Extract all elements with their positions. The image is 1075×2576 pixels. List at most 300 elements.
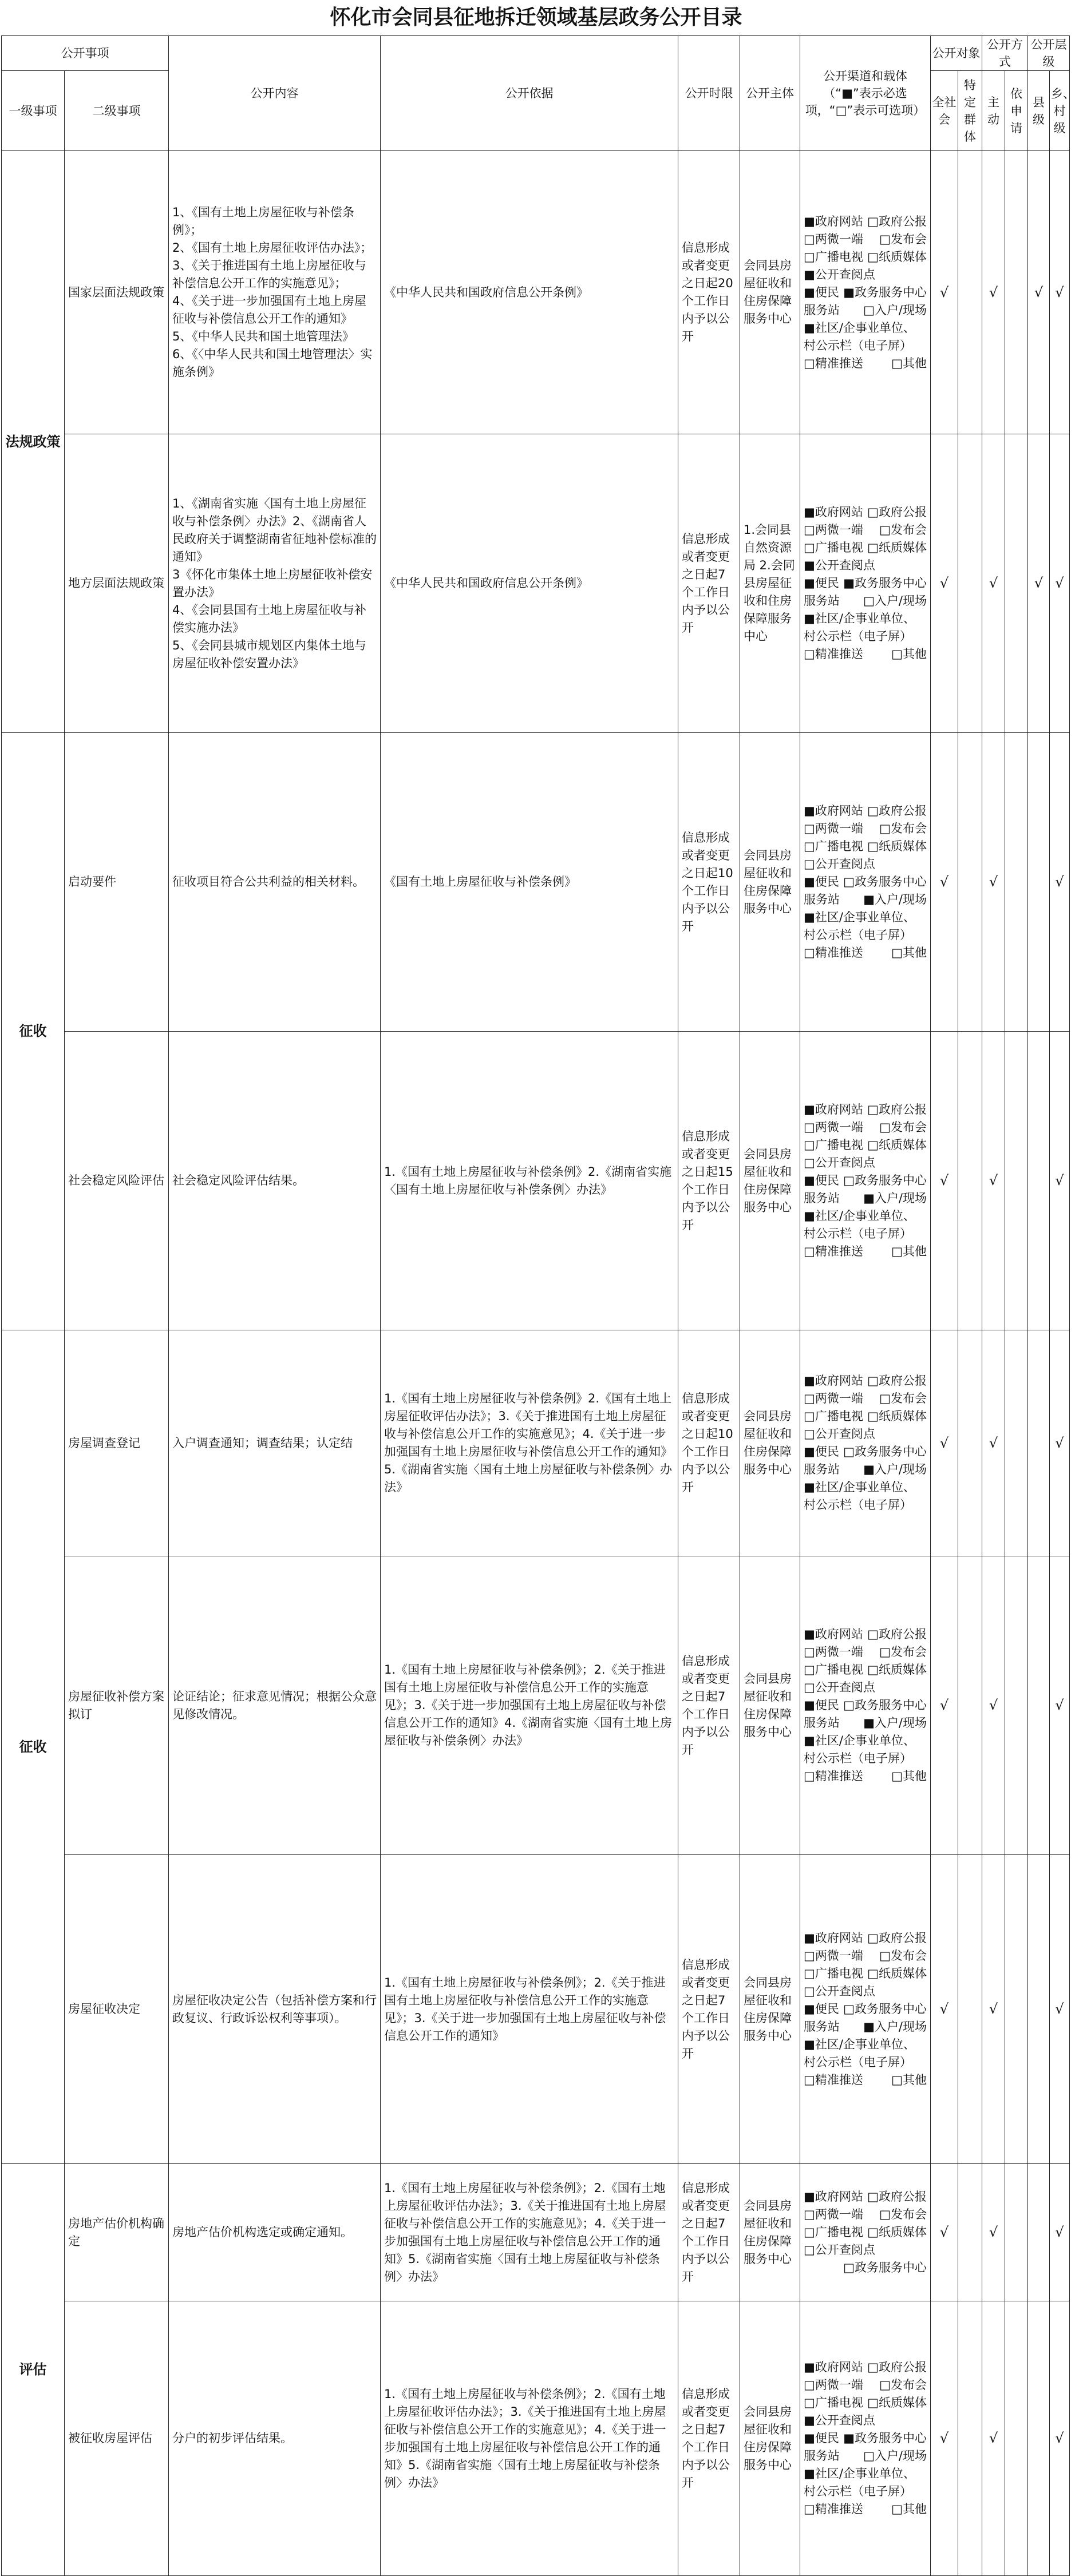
channel-option-label: ■入户/现场 xyxy=(863,1463,927,1476)
basis-cell: 1.《国有土地上房屋征收与补偿条例》2.《国有土地上房屋征收评估办法》；3.《关于推进国有土地上房屋征收与补偿信息公开工作的实施意见》；4.《关于进一步加强国有土地上房屋征收与补偿信息公开工作的通知》5.《湖南省实施〈国有土地上房屋征收与补偿条例〉办法》 xyxy=(381,1330,678,1556)
channel-option-label: □发布会 xyxy=(879,2208,927,2221)
channel-option xyxy=(804,1136,927,1154)
level2-cell: 被征收房屋评估 xyxy=(65,2301,169,2576)
mark-on-request xyxy=(1005,434,1028,733)
mark-town-village: √ xyxy=(1050,151,1070,434)
channel-option-label: □精准推送 xyxy=(804,1245,863,1258)
mark-special-group xyxy=(958,1556,982,1855)
channel-option-label: □政务服务中心 xyxy=(843,1445,927,1459)
table-body xyxy=(2,151,1070,2576)
content-line: 社会稳定风险评估结果。 xyxy=(172,1174,305,1187)
header-channel: 公开渠道和载体（“■”表示必选项，“□”表示可选项） xyxy=(800,36,931,151)
channel-option xyxy=(804,2500,927,2518)
mark-town-village: √ xyxy=(1050,1855,1070,2164)
time-cell: 信息形成或者变更之日起7个工作日内予以公开 xyxy=(678,2301,740,2576)
channel-option xyxy=(804,2224,927,2241)
level1-cell: 评估 xyxy=(2,2164,65,2576)
channel-cell xyxy=(800,1556,931,1855)
channel-option-label: □其他 xyxy=(891,356,927,370)
channel-option-label: ■社区/企事业单位、村公示栏（电子屏） xyxy=(804,2038,915,2069)
table-row xyxy=(2,2164,1070,2301)
channel-option-label: ■政府网站 xyxy=(804,804,863,818)
channel-option xyxy=(804,1983,927,2016)
basis-cell: 《国有土地上房屋征收与补偿条例》 xyxy=(381,733,678,1032)
channel-option-label: □两微一端 xyxy=(804,523,863,537)
channel-option xyxy=(804,1207,927,1243)
mark-town-village: √ xyxy=(1050,2301,1070,2576)
channel-option-label: □纸质媒体 xyxy=(867,1967,927,1980)
channel-option-label: ■公开查阅点 xyxy=(804,558,875,572)
content-line: 房屋征收决定公告（包括补偿方案和行政复议、行政诉讼权利等事项）。 xyxy=(172,1993,377,2025)
level2-cell: 房屋征收补偿方案拟订 xyxy=(65,1556,169,1855)
channel-option xyxy=(804,1372,927,1390)
content-line: 1、《国有土地上房屋征收与补偿条例》； xyxy=(172,205,354,237)
mark-active: √ xyxy=(982,434,1005,733)
header-mode-active: 主动 xyxy=(982,71,1005,151)
channel-option-label: ■社区/企事业单位、村公示栏（电子屏） xyxy=(804,612,915,643)
content-line: 5、《中华人民共和国土地管理法》 xyxy=(172,330,354,343)
content-cell xyxy=(169,2164,381,2301)
table-row xyxy=(2,1855,1070,2164)
header-level-county: 县级 xyxy=(1028,71,1050,151)
mark-active: √ xyxy=(982,1556,1005,1855)
channel-option-label: ■政务服务中心 xyxy=(843,576,927,590)
mark-special-group xyxy=(958,2301,982,2576)
channel-option xyxy=(804,213,927,231)
header-level1: 一级事项 xyxy=(2,71,65,151)
channel-cell xyxy=(800,151,931,434)
channel-option-label: □公开查阅点 xyxy=(804,1681,875,1694)
subject-cell: 会同县房屋征收和住房保障服务中心 xyxy=(740,2164,800,2301)
channel-option xyxy=(804,2071,927,2089)
content-line: 2、《国有土地上房屋征收评估办法》； xyxy=(172,241,373,255)
channel-option-label: □政府公报 xyxy=(867,1103,927,1116)
subject-cell: 会同县房屋征收和住房保障服务中心 xyxy=(740,1032,800,1330)
channel-option xyxy=(804,2359,927,2376)
channel-option xyxy=(804,1390,927,1408)
disclosure-catalog-table xyxy=(1,35,1075,2576)
table-row xyxy=(2,1032,1070,1330)
channel-cell xyxy=(800,1855,931,2164)
mark-on-request xyxy=(1005,733,1028,1032)
channel-option-label: □公开查阅点 xyxy=(804,1156,875,1170)
channel-option-label: ■社区/企事业单位、村公示栏（电子屏） xyxy=(804,1734,915,1765)
mark-special-group xyxy=(958,151,982,434)
content-cell xyxy=(169,151,381,434)
channel-option-label: □两微一端 xyxy=(804,2378,863,2392)
channel-option-label: □两微一端 xyxy=(804,232,863,246)
table-row xyxy=(2,1330,1070,1556)
channel-option-label: ■便民服务站 xyxy=(804,1174,840,1205)
basis-cell: 1.《国有土地上房屋征收与补偿条例》2.《湖南省实施〈国有土地上房屋征收与补偿条例〉办法》 xyxy=(381,1032,678,1330)
channel-option-label: □精准推送 xyxy=(804,2502,863,2516)
level2-cell: 国家层面法规政策 xyxy=(65,151,169,434)
header-obj-special: 特定群体 xyxy=(958,71,982,151)
channel-cell xyxy=(800,733,931,1032)
channel-option-label: □发布会 xyxy=(879,2378,927,2392)
channel-option-label: □政府公报 xyxy=(867,1374,927,1388)
content-line: 4、《会同县国有土地上房屋征收与补偿实施办法》 xyxy=(172,603,366,635)
content-cell xyxy=(169,2301,381,2576)
channel-option-label: □发布会 xyxy=(879,232,927,246)
subject-cell: 会同县房屋征收和住房保障服务中心 xyxy=(740,1330,800,1556)
channel-option xyxy=(804,557,927,590)
channel-option xyxy=(804,2188,927,2206)
header-subject: 公开主体 xyxy=(740,36,800,151)
mark-county: √ xyxy=(1028,434,1050,733)
channel-option-label: □入户/现场 xyxy=(863,2449,927,2463)
channel-option-label: □政府公报 xyxy=(867,505,927,519)
channel-option-label: □广播电视 xyxy=(804,541,863,554)
mark-county xyxy=(1028,2164,1050,2301)
level1-cell: 征收 xyxy=(2,1330,65,2164)
level2-cell: 房屋征收决定 xyxy=(65,1855,169,2164)
channel-option-label: □政务服务中心 xyxy=(843,1698,927,1712)
channel-option-label: □两微一端 xyxy=(804,822,863,835)
table-row xyxy=(2,2301,1070,2576)
channel-option-label: ■社区/企事业单位、村公示栏（电子屏） xyxy=(804,910,915,942)
channel-option-label: ■公开查阅点 xyxy=(804,2413,875,2427)
mark-town-village: √ xyxy=(1050,434,1070,733)
channel-option xyxy=(804,504,927,521)
channel-option-label: □其他 xyxy=(891,2073,927,2087)
mark-active: √ xyxy=(982,1032,1005,1330)
level1-cell: 征收 xyxy=(2,733,65,1330)
channel-option xyxy=(804,266,927,299)
level2-cell: 地方层面法规政策 xyxy=(65,434,169,733)
channel-option-label: □两微一端 xyxy=(804,2208,863,2221)
content-line: 3《怀化市集体土地上房屋征收补偿安置办法》 xyxy=(172,567,373,599)
channel-option-label: ■便民服务站 xyxy=(804,1698,840,1730)
level2-cell: 社会稳定风险评估 xyxy=(65,1032,169,1330)
mark-active: √ xyxy=(982,1855,1005,2164)
channel-option-label: □公开查阅点 xyxy=(804,857,875,871)
channel-option-label: □发布会 xyxy=(879,1645,927,1659)
mark-county: √ xyxy=(1028,151,1050,434)
subject-cell: 1.会同县自然资源局 2.会同县房屋征收和住房保障服务中心 xyxy=(740,434,800,733)
header-time: 公开时限 xyxy=(678,36,740,151)
channel-option-label: □精准推送 xyxy=(804,2073,863,2087)
channel-option-label: □发布会 xyxy=(879,1120,927,1134)
channel-option-label: □政务服务中心 xyxy=(843,2261,927,2274)
mark-special-group xyxy=(958,733,982,1032)
content-cell xyxy=(169,1556,381,1855)
content-line: 入户调查通知；调查结果；认定结 xyxy=(172,1436,353,1450)
channel-option-label: ■社区/企事业单位、村公示栏（电子屏） xyxy=(804,320,915,352)
channel-option xyxy=(804,855,927,889)
channel-option-label: □发布会 xyxy=(879,523,927,537)
table-row xyxy=(2,1556,1070,1855)
mark-town-village: √ xyxy=(1050,1330,1070,1556)
mark-all-society: √ xyxy=(931,733,958,1032)
channel-option-label: □其他 xyxy=(891,946,927,960)
mark-special-group xyxy=(958,2164,982,2301)
channel-option xyxy=(804,1243,927,1261)
subject-cell: 会同县房屋征收和住房保障服务中心 xyxy=(740,1556,800,1855)
channel-option xyxy=(804,1947,927,1965)
content-line: 6、《〈中华人民共和国土地管理法〉实施条例》 xyxy=(172,347,373,379)
mark-active: √ xyxy=(982,2164,1005,2301)
channel-option xyxy=(804,1732,927,1767)
channel-option-label: □精准推送 xyxy=(804,946,863,960)
mark-town-village: √ xyxy=(1050,1556,1070,1855)
mark-county xyxy=(1028,733,1050,1032)
channel-option xyxy=(804,1101,927,1119)
page-title: 怀化市会同县征地拆迁领域基层政务公开目录 xyxy=(330,6,742,29)
level2-cell: 启动要件 xyxy=(65,733,169,1032)
mark-on-request xyxy=(1005,1032,1028,1330)
mark-on-request xyxy=(1005,2301,1028,2576)
mark-town-village: √ xyxy=(1050,1032,1070,1330)
channel-option-label: □政府公报 xyxy=(867,1627,927,1641)
channel-option-label: ■政府网站 xyxy=(804,1931,863,1945)
mark-county xyxy=(1028,1330,1050,1556)
channel-option-label: □两微一端 xyxy=(804,1949,863,1963)
basis-cell: 1.《国有土地上房屋征收与补偿条例》；2.《国有土地上房屋征收评估办法》；3.《关于推进国有土地上房屋征收与补偿信息公开工作的实施意见》；4.《关于进一步加强国有土地上房屋征收与补偿信息公开工作的通知》5.《湖南省实施〈国有土地上房屋征收与补偿条例〉办法》 xyxy=(381,2301,678,2576)
mark-special-group xyxy=(958,1330,982,1556)
channel-option-label: □政府公报 xyxy=(867,214,927,228)
channel-option xyxy=(804,645,927,663)
header-level2: 二级事项 xyxy=(65,71,169,151)
channel-option-label: □纸质媒体 xyxy=(867,2396,927,2409)
channel-option-label: ■入户/现场 xyxy=(863,2020,927,2034)
channel-option-label: ■公开查阅点 xyxy=(804,267,875,282)
channel-option xyxy=(804,802,927,820)
channel-option-label: □两微一端 xyxy=(804,1645,863,1659)
content-cell xyxy=(169,434,381,733)
channel-option xyxy=(804,909,927,944)
channel-option-label: ■入户/现场 xyxy=(863,1191,927,1205)
channel-option-label: □纸质媒体 xyxy=(867,839,927,853)
time-cell: 信息形成或者变更之日起7个工作日内予以公开 xyxy=(678,1556,740,1855)
level2-cell: 房地产估价机构确定 xyxy=(65,2164,169,2301)
channel-option xyxy=(804,539,927,557)
channel-cell xyxy=(800,1032,931,1330)
channel-option xyxy=(804,319,927,355)
basis-cell: 《中华人民共和国政府信息公开条例》 xyxy=(381,434,678,733)
channel-option-label: ■政府网站 xyxy=(804,505,863,519)
channel-option-label: □政务服务中心 xyxy=(843,875,927,889)
channel-option xyxy=(804,231,927,248)
mark-all-society: √ xyxy=(931,434,958,733)
level2-cell: 房屋调查登记 xyxy=(65,1330,169,1556)
channel-option xyxy=(804,820,927,838)
channel-option-label: □公开查阅点 xyxy=(804,1427,875,1441)
mark-active: √ xyxy=(982,151,1005,434)
channel-option-label: ■便民服务站 xyxy=(804,875,840,906)
channel-option-label: □广播电视 xyxy=(804,1967,863,1980)
content-line: 5、《会同县城市规划区内集体土地与房屋征收补偿安置办法》 xyxy=(172,638,366,670)
content-line: 征收项目符合公共利益的相关材料。 xyxy=(172,875,365,889)
content-line: 分户的初步评估结果。 xyxy=(172,2431,293,2445)
channel-option-label: □广播电视 xyxy=(804,2396,863,2409)
mark-all-society: √ xyxy=(931,1556,958,1855)
subject-cell: 会同县房屋征收和住房保障服务中心 xyxy=(740,1855,800,2164)
table-row xyxy=(2,151,1070,434)
channel-option xyxy=(804,944,927,962)
subject-cell: 会同县房屋征收和住房保障服务中心 xyxy=(740,2301,800,2576)
channel-option-label: □政府公报 xyxy=(867,1931,927,1945)
header-content: 公开内容 xyxy=(169,36,381,151)
channel-option xyxy=(804,1119,927,1136)
mark-active: √ xyxy=(982,2301,1005,2576)
mark-special-group xyxy=(958,1032,982,1330)
channel-option-label: ■便民服务站 xyxy=(804,576,840,608)
mark-all-society: √ xyxy=(931,2164,958,2301)
mark-all-society: √ xyxy=(931,1330,958,1556)
channel-option-label: ■政府网站 xyxy=(804,2360,863,2374)
mark-county xyxy=(1028,1032,1050,1330)
mark-on-request xyxy=(1005,1556,1028,1855)
time-cell: 信息形成或者变更之日起7个工作日内予以公开 xyxy=(678,434,740,733)
header-mode: 公开方式 xyxy=(982,36,1028,71)
channel-option-label: ■社区/企事业单位、村公示栏（电子屏） xyxy=(804,1480,915,1512)
channel-option-label: □纸质媒体 xyxy=(867,541,927,554)
channel-option-label: □纸质媒体 xyxy=(867,2225,927,2239)
channel-option-label: ■政务服务中心 xyxy=(843,2431,927,2445)
channel-option-label: ■社区/企事业单位、村公示栏（电子屏） xyxy=(804,2467,915,2498)
channel-option-label: □其他 xyxy=(891,647,927,661)
table-row xyxy=(2,733,1070,1032)
channel-option-label: □广播电视 xyxy=(804,2225,863,2239)
mark-on-request xyxy=(1005,1855,1028,2164)
channel-cell xyxy=(800,2164,931,2301)
mark-on-request xyxy=(1005,151,1028,434)
time-cell: 信息形成或者变更之日起10个工作日内予以公开 xyxy=(678,1330,740,1556)
content-line: 3、《关于推进国有土地上房屋征收与补偿信息公开工作的实施意见》； xyxy=(172,259,366,290)
channel-option-label: □发布会 xyxy=(879,1949,927,1963)
mark-county xyxy=(1028,2301,1050,2576)
channel-option-label: ■便民服务站 xyxy=(804,285,840,317)
channel-option-label: □政务服务中心 xyxy=(843,1174,927,1187)
mark-town-village: √ xyxy=(1050,733,1070,1032)
channel-option-label: □广播电视 xyxy=(804,1409,863,1423)
mark-town-village: √ xyxy=(1050,2164,1070,2301)
channel-option-label: ■政务服务中心 xyxy=(843,285,927,299)
channel-option-label: □入户/现场 xyxy=(863,594,927,608)
header-basis: 公开依据 xyxy=(381,36,678,151)
channel-option xyxy=(804,1929,927,1947)
channel-option-label: ■入户/现场 xyxy=(863,1716,927,1730)
channel-option-label: □两微一端 xyxy=(804,1392,863,1405)
time-cell: 信息形成或者变更之日起20个工作日内予以公开 xyxy=(678,151,740,434)
content-cell xyxy=(169,733,381,1032)
channel-option-label: □发布会 xyxy=(879,1392,927,1405)
channel-option-label: □精准推送 xyxy=(804,356,863,370)
channel-option-label: □精准推送 xyxy=(804,1769,863,1783)
subject-cell: 会同县房屋征收和住房保障服务中心 xyxy=(740,151,800,434)
time-cell: 信息形成或者变更之日起7个工作日内予以公开 xyxy=(678,2164,740,2301)
header-gongkai-shixiang: 公开事项 xyxy=(2,36,169,71)
basis-cell: 1.《国有土地上房屋征收与补偿条例》；2.《国有土地上房屋征收评估办法》；3.《关于推进国有土地上房屋征收与补偿信息公开工作的实施意见》；4.《关于进一步加强国有土地上房屋征收与补偿信息公开工作的通知》5.《湖南省实施〈国有土地上房屋征收与补偿条例〉办法》 xyxy=(381,2164,678,2301)
header-level: 公开层级 xyxy=(1028,36,1070,71)
mark-all-society: √ xyxy=(931,151,958,434)
channel-option xyxy=(804,2465,927,2500)
mark-on-request xyxy=(1005,2164,1028,2301)
channel-option-label: ■政府网站 xyxy=(804,1374,863,1388)
channel-option xyxy=(804,2206,927,2224)
channel-option xyxy=(804,838,927,855)
channel-cell xyxy=(800,434,931,733)
channel-option-label: □政务服务中心 xyxy=(843,2002,927,2016)
channel-option xyxy=(804,2394,927,2412)
channel-option xyxy=(804,355,927,372)
channel-option xyxy=(804,2376,927,2394)
basis-cell: 1.《国有土地上房屋征收与补偿条例》；2.《关于推进国有土地上房屋征收与补偿信息公开工作的实施意见》；3.《关于进一步加强国有土地上房屋征收与补偿信息公开工作的通知》 xyxy=(381,1855,678,2164)
channel-option-label: □公开查阅点 xyxy=(804,1984,875,1998)
channel-option xyxy=(804,1767,927,1785)
channel-option xyxy=(804,2036,927,2071)
content-cell xyxy=(169,1032,381,1330)
mark-all-society: √ xyxy=(931,1032,958,1330)
mark-active: √ xyxy=(982,1330,1005,1556)
channel-option-label: □入户/现场 xyxy=(863,303,927,317)
channel-option-label: □纸质媒体 xyxy=(867,249,927,264)
channel-option-label: ■便民服务站 xyxy=(804,2002,840,2034)
channel-option xyxy=(804,610,927,645)
channel-option xyxy=(804,1425,927,1459)
mark-county xyxy=(1028,1556,1050,1855)
basis-cell: 1.《国有土地上房屋征收与补偿条例》；2.《关于推进国有土地上房屋征收与补偿信息公开工作的实施意见》；3.《关于进一步加强国有土地上房屋征收与补偿信息公开工作的通知》4.《湖南省实施〈国有土地上房屋征收与补偿条例〉办法》 xyxy=(381,1556,678,1855)
channel-option xyxy=(804,1965,927,1983)
channel-option-label: ■社区/企事业单位、村公示栏（电子屏） xyxy=(804,1209,915,1241)
content-line: 1、《湖南省实施〈国有土地上房屋征收与补偿条例〉办法》2、《湖南省人民政府关于调整湖南省征地补偿标准的通知》 xyxy=(172,496,377,564)
channel-option xyxy=(804,1661,927,1679)
channel-option xyxy=(804,1154,927,1187)
subject-cell: 会同县房屋征收和住房保障服务中心 xyxy=(740,733,800,1032)
time-cell: 信息形成或者变更之日起10个工作日内予以公开 xyxy=(678,733,740,1032)
header-obj-all: 全社会 xyxy=(931,71,958,151)
channel-option-label: □两微一端 xyxy=(804,1120,863,1134)
mark-special-group xyxy=(958,1855,982,2164)
channel-option-label: □其他 xyxy=(891,1769,927,1783)
content-cell xyxy=(169,1330,381,1556)
channel-option-label: □广播电视 xyxy=(804,1138,863,1152)
channel-option-label: □政府公报 xyxy=(867,804,927,818)
channel-option-label: □纸质媒体 xyxy=(867,1138,927,1152)
channel-option-label: ■政府网站 xyxy=(804,1627,863,1641)
channel-option-label: □其他 xyxy=(891,1245,927,1258)
content-line: 4、《关于进一步加强国有土地上房屋征收与补偿信息公开工作的通知》 xyxy=(172,294,366,326)
channel-option xyxy=(804,1679,927,1712)
channel-option-label: □广播电视 xyxy=(804,249,863,264)
channel-option-label: □发布会 xyxy=(879,822,927,835)
channel-option-label: ■政府网站 xyxy=(804,214,863,228)
channel-option-label: □纸质媒体 xyxy=(867,1409,927,1423)
channel-option-label: □政府公报 xyxy=(867,2190,927,2204)
content-line: 论证结论；征求意见情况；根据公众意见修改情况。 xyxy=(172,1689,377,1721)
mark-special-group xyxy=(958,434,982,733)
channel-option-label: □纸质媒体 xyxy=(867,1663,927,1677)
channel-option xyxy=(804,2412,927,2445)
channel-cell xyxy=(800,2301,931,2576)
channel-option-label: □精准推送 xyxy=(804,647,863,661)
channel-option xyxy=(804,1626,927,1643)
channel-option-label: □公开查阅点 xyxy=(804,2243,875,2257)
channel-option-label: ■便民服务站 xyxy=(804,1445,840,1476)
channel-option xyxy=(804,248,927,266)
channel-option xyxy=(804,1479,927,1514)
header-object: 公开对象 xyxy=(931,36,982,71)
channel-option-label: □其他 xyxy=(891,2502,927,2516)
table-row xyxy=(2,434,1070,733)
channel-option-label: ■便民服务站 xyxy=(804,2431,840,2463)
header-mode-apply: 依申请 xyxy=(1005,71,1028,151)
mark-all-society: √ xyxy=(931,1855,958,2164)
channel-option-label: □广播电视 xyxy=(804,839,863,853)
mark-active: √ xyxy=(982,733,1005,1032)
channel-option xyxy=(804,1643,927,1661)
